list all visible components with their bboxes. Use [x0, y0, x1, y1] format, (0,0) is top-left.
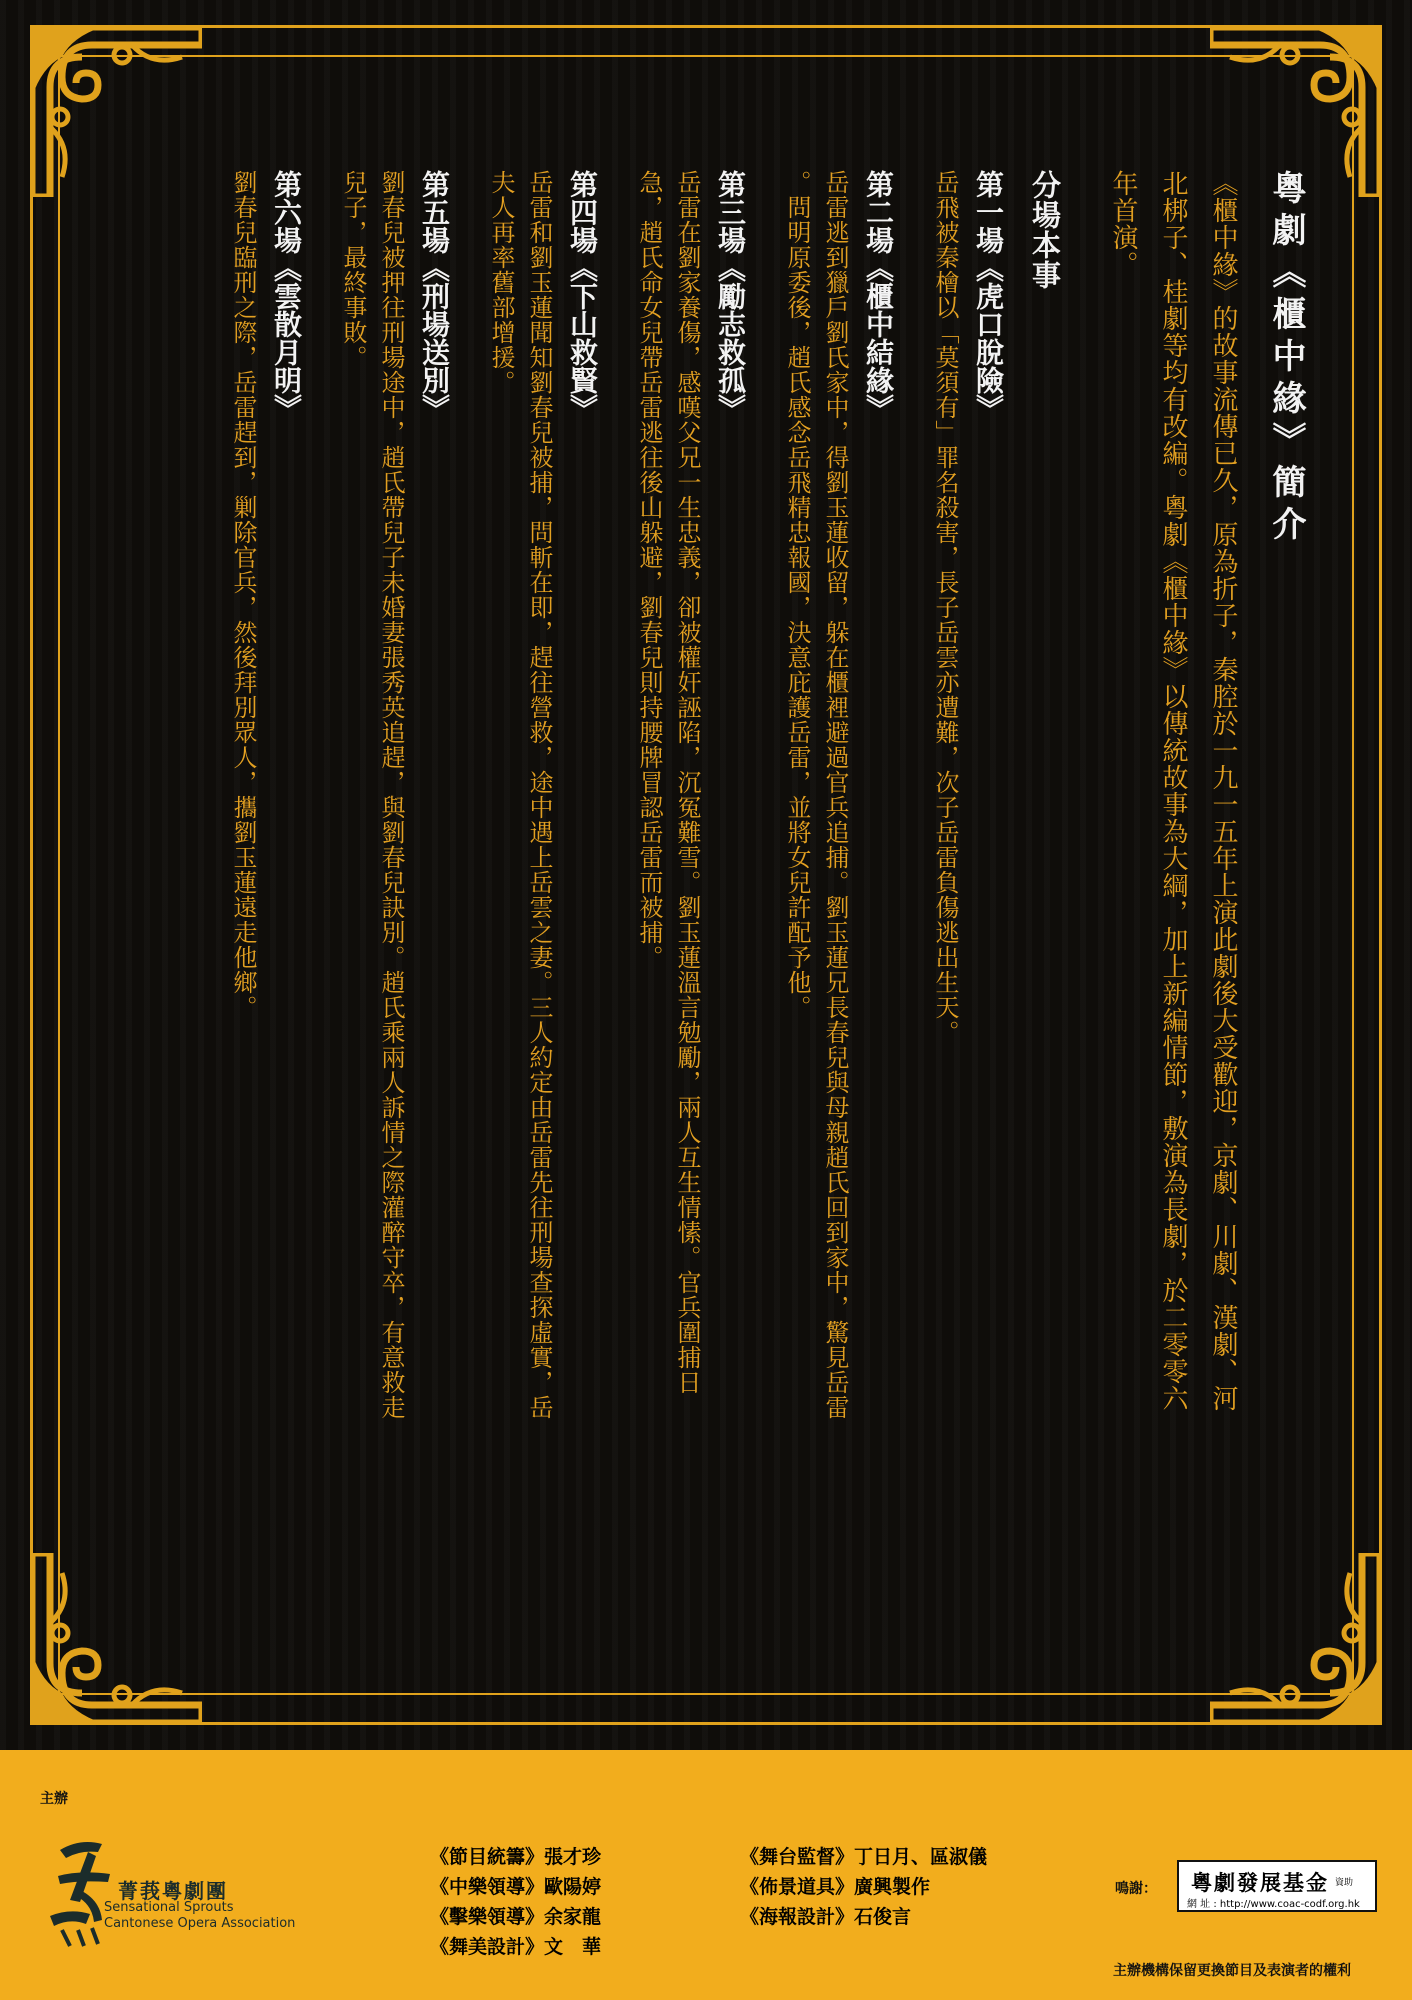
scene-line: 急，趙氏命女兒帶岳雷逃往後山躲避，劉春兒則持腰牌冒認岳雷而被捕。	[635, 170, 663, 970]
acknowledgement-label: 鳴謝：	[1115, 1881, 1157, 1897]
scene-title: 第三場《勵志救孤》	[714, 170, 747, 422]
credit-role: 《舞台監督》	[740, 1846, 855, 1868]
credit-item	[430, 1875, 690, 1899]
scene-title: 第四場《下山救賢》	[566, 170, 599, 422]
scene-title: 第六場《雲散月明》	[270, 170, 303, 422]
intro-line: 北梆子、桂劇等均有改編。粵劇《櫃中緣》以傳統故事為大綱，加上新編情節，敷演為長劇，於二零零六	[1158, 170, 1188, 1412]
credit-role: 《擊樂領導》	[430, 1906, 545, 1928]
scene-title: 第五場《刑場送別》	[418, 170, 451, 422]
sponsor-note: 資助	[1335, 1878, 1354, 1888]
org-name-en-line: Cantonese Opera Association	[104, 1916, 296, 1931]
credit-role: 《節目統籌》	[430, 1846, 545, 1868]
credit-name: 廣興製作	[854, 1876, 931, 1898]
intro-line: 年首演。	[1108, 170, 1138, 278]
sponsor-url: 網 址 : http://www.coac-codf.org.hk	[1187, 1899, 1360, 1910]
credit-item	[430, 1935, 690, 1959]
scene-line: 夫人再率舊部增援。	[487, 170, 515, 395]
scene-1	[926, 170, 1008, 1630]
credit-item	[740, 1875, 1020, 1899]
org-name-en-line: Sensational Sprouts	[104, 1900, 234, 1915]
org-name-en	[104, 1900, 295, 1932]
credit-name: 石俊言	[854, 1906, 912, 1928]
sponsor-name: 粵劇發展基金	[1191, 1871, 1329, 1895]
org-name-zh: 菁莪粵劇團	[118, 1879, 228, 1903]
intro-title: 粵劇《櫃中緣》簡介	[1266, 170, 1306, 548]
sponsor-box	[1177, 1860, 1377, 1912]
scene-6	[224, 170, 306, 1630]
credit-role: 《海報設計》	[740, 1906, 855, 1928]
credit-name: 文 華	[544, 1936, 602, 1958]
scene-4	[482, 170, 602, 1630]
credit-name: 丁日月、區淑儀	[854, 1846, 988, 1868]
credit-item	[430, 1845, 690, 1869]
presenter-label: 主辦	[40, 1791, 68, 1807]
scene-5	[334, 170, 454, 1630]
scene-line: 。問明原委後，趙氏感念岳飛精忠報國，決意庇護岳雷，並將女兒許配予他。	[783, 170, 811, 1020]
scene-line: 劉春兒臨刑之際，岳雷趕到，剿除官兵，然後拜別眾人，攜劉玉蓮遠走他鄉。	[229, 170, 257, 1020]
footer	[0, 1750, 1412, 2000]
scene-line: 岳飛被秦檜以「莫須有」罪名殺害，長子岳雲亦遭難，次子岳雷負傷逃出生天。	[931, 170, 959, 1045]
disclaimer: 主辦機構保留更換節目及表演者的權利	[1113, 1963, 1351, 1979]
synopsis-heading: 分場本事	[1028, 170, 1062, 290]
credit-name: 歐陽婷	[544, 1876, 602, 1898]
credit-name: 余家龍	[544, 1906, 602, 1928]
credit-item	[740, 1905, 1020, 1929]
scene-line: 兒子，最終事敗。	[339, 170, 367, 370]
scene-line: 岳雷逃到獵戶劉氏家中，得劉玉蓮收留，躲在櫃裡避過官兵追捕。劉玉蓮兄長春兒與母親趙氏回到家中，驚見岳雷	[821, 170, 849, 1420]
scene-line: 岳雷和劉玉蓮聞知劉春兒被捕，問斬在即，趕往營救，途中遇上岳雲之妻。三人約定由岳雷先往刑場查探虛實，岳	[525, 170, 553, 1420]
scene-line: 岳雷在劉家養傷，感嘆父兄一生忠義，卻被權奸誣陷，沉冤難雪。劉玉蓮溫言勉勵，兩人互生情愫。官兵圍捕日	[673, 170, 701, 1395]
credit-role: 《舞美設計》	[430, 1936, 545, 1958]
scene-title: 第一場《虎口脫險》	[972, 170, 1005, 422]
credit-item	[740, 1845, 1020, 1869]
credit-item	[430, 1905, 690, 1929]
intro-line: 《櫃中緣》的故事流傳已久，原為折子，秦腔於一九一五年上演此劇後大受歡迎，京劇、川劇、漢劇、河	[1208, 170, 1238, 1412]
scene-title: 第二場《櫃中結緣》	[862, 170, 895, 422]
scene-2	[778, 170, 898, 1630]
credit-role: 《中樂領導》	[430, 1876, 545, 1898]
credits-grid	[430, 1845, 1070, 1959]
scene-line: 劉春兒被押往刑場途中，趙氏帶兒子未婚妻張秀英追趕，與劉春兒訣別。趙氏乘兩人訴情之際灌醉守卒，有意救走	[377, 170, 405, 1420]
credit-name: 張才珍	[544, 1846, 602, 1868]
vertical-text-area	[110, 170, 1310, 1690]
scene-3	[630, 170, 750, 1630]
credit-role: 《佈景道具》	[740, 1876, 855, 1898]
